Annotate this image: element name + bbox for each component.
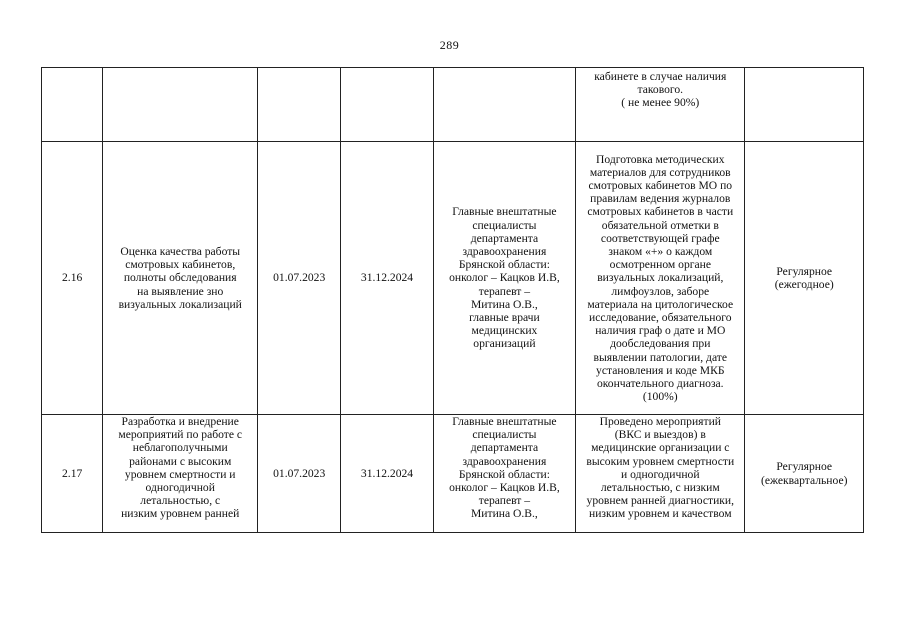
measure-name: Оценка качества работы смотровых кабинетов, полноты обследования на выявление зно визуальных локализаций xyxy=(118,244,242,311)
cell-end-date xyxy=(341,415,433,533)
responsible-persons: Главные внештатные специалисты департамента здравоохранения Брянской области: онколог – Кацков И.В, терапевт – Митина О.В., xyxy=(449,415,560,521)
result-text: Проведено мероприятий (ВКС и выездов) в медицинские организации с высоким уровнем смертности и одногодичной летальностью, с низким уровнем ранней диагностики, низким уровнем и качеством xyxy=(586,415,735,521)
cell-responsible xyxy=(433,415,575,533)
page-number: 289 xyxy=(439,38,460,52)
cell-num xyxy=(42,142,103,415)
start-date: 01.07.2023 xyxy=(273,271,326,285)
start-date: 01.07.2023 xyxy=(273,466,326,480)
cell-responsible xyxy=(433,68,575,142)
table-row-2-16 xyxy=(42,142,864,415)
cell-frequency xyxy=(745,142,864,415)
responsible-persons: Главные внештатные специалисты департамента здравоохранения Брянской области: онколог – Кацков И.В, терапевт – Митина О.В., главные врачи медицинских организаций xyxy=(449,205,560,351)
result-text: кабинете в случае наличия такового. ( не менее 90%) xyxy=(594,70,727,110)
cell-name xyxy=(103,142,258,415)
cell-frequency xyxy=(745,68,864,142)
table-row-continuation xyxy=(42,68,864,142)
cell-start-date xyxy=(258,142,341,415)
frequency: Регулярное (ежеквартальное) xyxy=(761,460,848,487)
cell-num xyxy=(42,415,103,533)
cell-result xyxy=(576,68,745,142)
item-number: 2.16 xyxy=(62,271,83,285)
result-text: Подготовка методических материалов для сотрудников смотровых кабинетов МО по правилам ведения журналов смотровых кабинетов в части обязательной отметки в соответствующей графе знаком «+» о каждом осмотренном органе визуальных локализаций, лимфоузлов, заборе материала на цитологическое исследование, обязательного наличия граф о дате и МО дообследования при выявлении патологии, дате установления и коде МКБ окончательного диагноза. (100%) xyxy=(587,152,734,404)
item-number: 2.17 xyxy=(62,466,83,480)
cell-end-date xyxy=(341,142,433,415)
cell-name xyxy=(103,68,258,142)
cell-responsible xyxy=(433,142,575,415)
end-date: 31.12.2024 xyxy=(360,271,414,285)
end-date: 31.12.2024 xyxy=(360,466,414,480)
cell-name xyxy=(103,415,258,533)
cell-result xyxy=(576,415,745,533)
cell-end-date xyxy=(341,68,433,142)
cell-start-date xyxy=(258,68,341,142)
frequency: Регулярное (ежегодное) xyxy=(774,264,834,291)
measure-name: Разработка и внедрение мероприятий по работе с неблагополучными районами с высоким уровнем смертности и одногодичной летальностью, с низким уровнем ранней xyxy=(118,415,243,521)
cell-result xyxy=(576,142,745,415)
cell-frequency xyxy=(745,415,864,533)
cell-start-date xyxy=(258,415,341,533)
measures-table xyxy=(41,67,864,533)
cell-num xyxy=(42,68,103,142)
table-row-2-17 xyxy=(42,415,864,533)
